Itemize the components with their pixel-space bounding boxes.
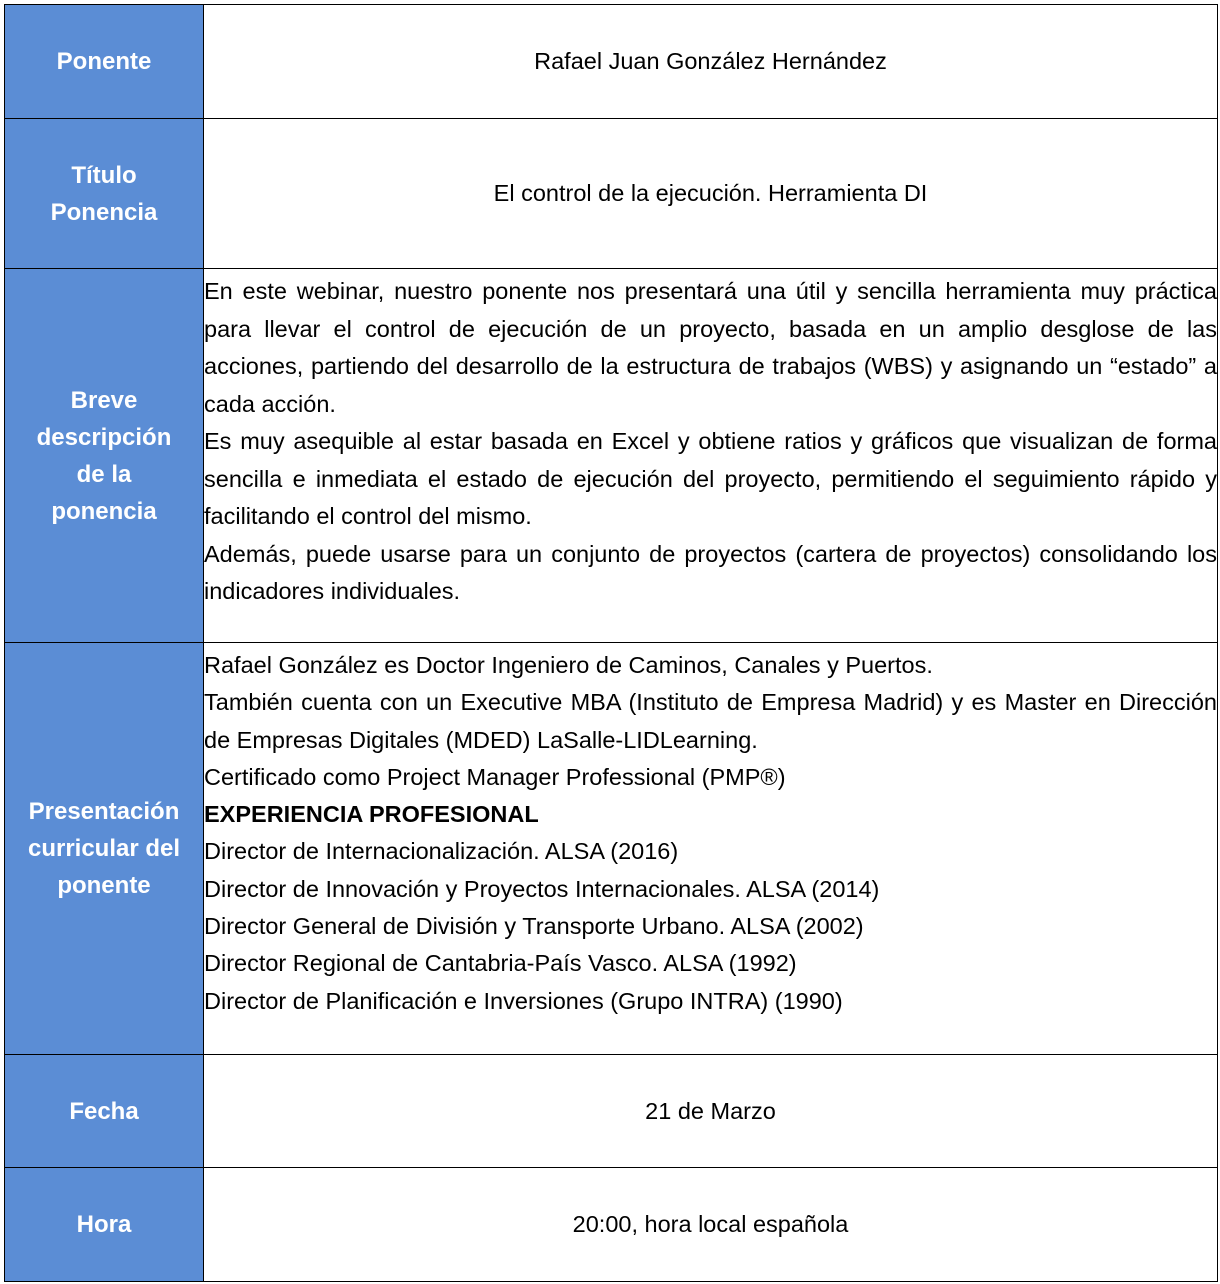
label-descripcion-line: de la xyxy=(76,460,132,488)
cv-experience-item: Director de Innovación y Proyectos Internacionales. ALSA (2014) xyxy=(204,875,880,902)
label-curriculum-line: ponente xyxy=(57,872,151,899)
label-titulo xyxy=(5,119,204,269)
row-curriculum xyxy=(5,643,1218,1055)
row-ponente xyxy=(5,5,1218,119)
value-ponente: Rafael Juan González Hernández xyxy=(204,5,1218,119)
description-paragraph: En este webinar, nuestro ponente nos presentará una útil y sencilla herramienta muy práctica para llevar el control de ejecución de un proyecto, basada en un amplio desglose de las acciones, partiendo del desarrollo de la estructura de trabajos (WBS) y asignando un “estado” a cada acción. xyxy=(204,278,1217,417)
row-hora xyxy=(5,1168,1218,1282)
description-paragraph: Es muy asequible al estar basada en Excel y obtiene ratios y gráficos que visualizan de forma sencilla e inmediata el estado de ejecución del proyecto, permitiendo el seguimiento rápido y facilitando el control del mismo. xyxy=(204,428,1217,529)
cv-experience-item: Director de Planificación e Inversiones (Grupo INTRA) (1990) xyxy=(204,987,843,1014)
cv-intro-line: Certificado como Project Manager Professional (PMP®) xyxy=(204,763,786,790)
label-curriculum xyxy=(5,643,204,1055)
label-ponente: Ponente xyxy=(5,5,204,119)
description-paragraph: Además, puede usarse para un conjunto de proyectos (cartera de proyectos) consolidando los indicadores individuales. xyxy=(204,540,1217,604)
value-hora: 20:00, hora local española xyxy=(204,1168,1218,1282)
label-descripcion-line: descripción xyxy=(36,423,172,451)
cv-experience-item: Director General de División y Transporte Urbano. ALSA (2002) xyxy=(204,913,864,940)
value-fecha: 21 de Marzo xyxy=(204,1055,1218,1168)
label-fecha: Fecha xyxy=(5,1055,204,1168)
cv-experience-heading: EXPERIENCIA PROFESIONAL xyxy=(204,801,539,828)
label-descripcion-line: Breve xyxy=(70,386,138,414)
cv-experience-item: Director Regional de Cantabria-País Vasco. ALSA (1992) xyxy=(204,950,797,977)
cv-intro-line: También cuenta con un Executive MBA (Instituto de Empresa Madrid) y es Master en Dirección de Empresas Digitales (MDED) LaSalle-LIDLearning. xyxy=(204,689,1217,753)
label-titulo-line: Título xyxy=(71,161,137,189)
value-descripcion xyxy=(204,269,1218,643)
row-titulo xyxy=(5,119,1218,269)
label-descripcion-line: ponencia xyxy=(51,497,157,525)
value-titulo: El control de la ejecución. Herramienta DI xyxy=(204,119,1218,269)
row-fecha xyxy=(5,1055,1218,1168)
label-hora: Hora xyxy=(5,1168,204,1282)
value-curriculum xyxy=(204,643,1218,1055)
webinar-info-table xyxy=(4,4,1218,1282)
label-curriculum-line: curricular del xyxy=(27,835,181,862)
row-descripcion xyxy=(5,269,1218,643)
cv-intro-line: Rafael González es Doctor Ingeniero de Caminos, Canales y Puertos. xyxy=(204,652,933,678)
cv-experience-item: Director de Internacionalización. ALSA (2016) xyxy=(204,838,679,865)
label-titulo-line: Ponencia xyxy=(50,198,158,226)
label-curriculum-line: Presentación xyxy=(28,798,180,825)
label-descripcion xyxy=(5,269,204,643)
